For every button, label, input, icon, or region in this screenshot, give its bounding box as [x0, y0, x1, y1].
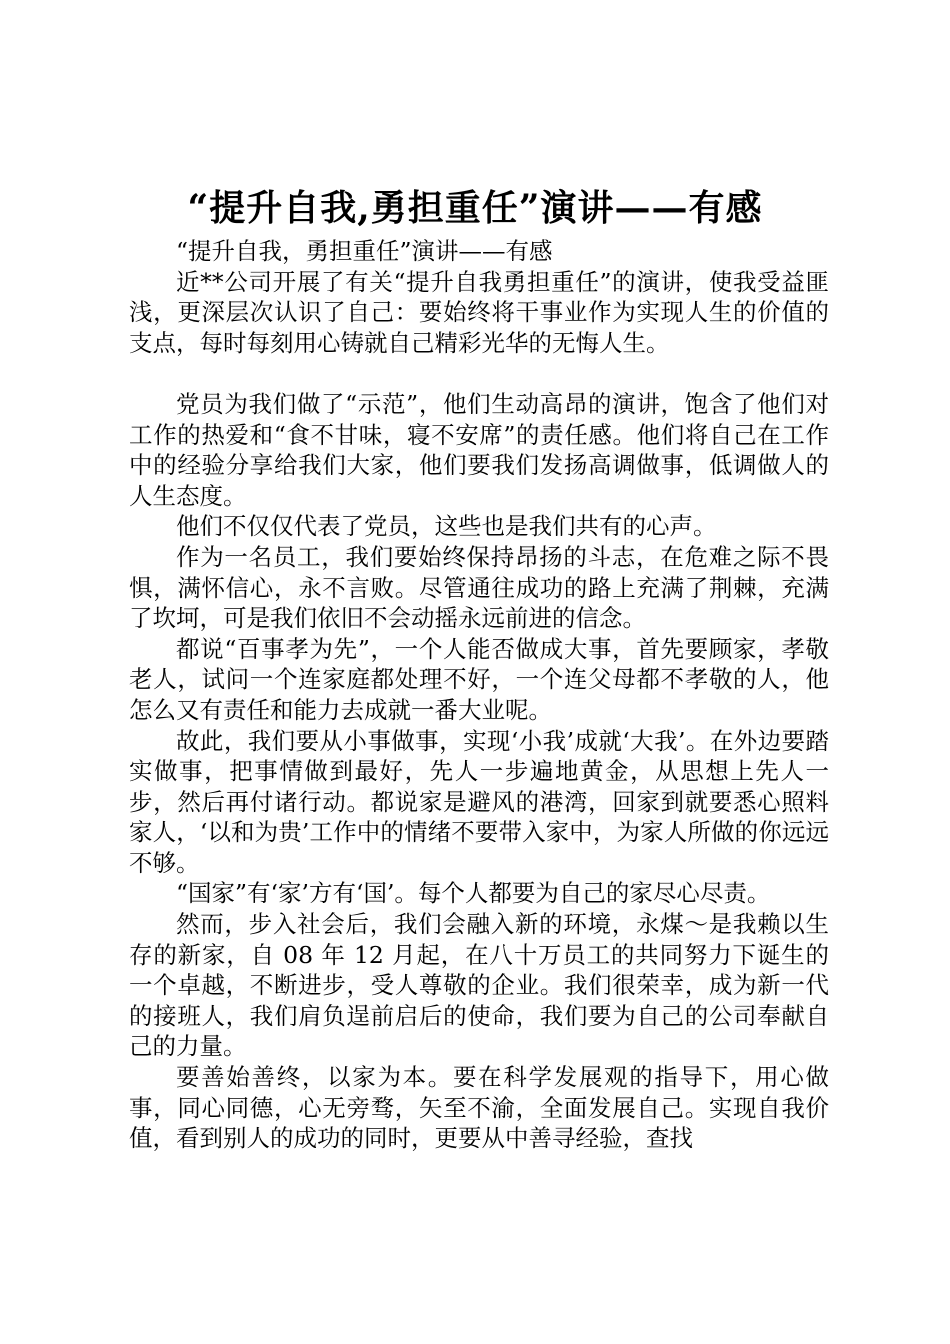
paragraph: “国家”有‘家’方有‘国’。每个人都要为自己的家尽心尽责。	[176, 879, 771, 908]
paragraph: 作为一名员工，我们要始终保持昂扬的斗志，在危难之际不畏惧，满怀信心，永不言败。尽管通往成功的路上充满了荆棘，充满了坎坷，可是我们依旧不会动摇永远前进的信念。	[129, 542, 829, 633]
paragraph: 党员为我们做了“示范”，他们生动高昂的演讲，饱含了他们对工作的热爱和“食不甘味，寝不安席”的责任感。他们将自己在工作中的经验分享给我们大家，他们要我们发扬高调做事，低调做人的人生态度。	[129, 389, 829, 510]
paragraph: 他们不仅仅代表了党员，这些也是我们共有的心声。	[176, 512, 717, 541]
document-body	[129, 236, 829, 1154]
paragraph: 然而，步入社会后，我们会融入新的环境，永煤～是我赖以生存的新家，自 08 年 12 月起，在八十万员工的共同努力下诞生的一个卓越，不断进步，受人尊敬的企业。我们很荣幸，成为新一代的接班人，我们肩负逞前启后的使命，我们要为自己的公司奉献自己的力量。	[129, 910, 829, 1061]
paragraph: 故此，我们要从小事做事，实现‘小我’成就‘大我’。在外边要踏实做事，把事情做到最好，先人一步遍地黄金，从思想上先人一步，然后再付诸行动。都说家是避风的港湾，回家到就要悉心照料家人，‘以和为贵’工作中的情绪不要带入家中，为家人所做的你远远不够。	[129, 726, 829, 877]
paragraph: 都说“百事孝为先”，一个人能否做成大事，首先要顾家，孝敬老人，试问一个连家庭都处理不好，一个连父母都不孝敬的人，他怎么又有责任和能力去成就一番大业呢。	[129, 634, 829, 724]
paragraph-subtitle: “提升自我，勇担重任”演讲——有感	[176, 237, 553, 265]
document-title: “提升自我,勇担重任”演讲——有感	[187, 187, 763, 229]
paragraph: 近**公司开展了有关“提升自我勇担重任”的演讲，使我受益匪浅，更深层次认识了自己：要始终将干事业作为实现人生的价值的支点，每时每刻用心铸就自己精彩光华的无悔人生。	[129, 267, 829, 357]
paragraph: 要善始善终，以家为本。要在科学发展观的指导下，用心做事，同心同德，心无旁骛，矢至不渝，全面发展自己。实现自我价值，看到别人的成功的同时，更要从中善寻经验，查找	[129, 1063, 829, 1153]
